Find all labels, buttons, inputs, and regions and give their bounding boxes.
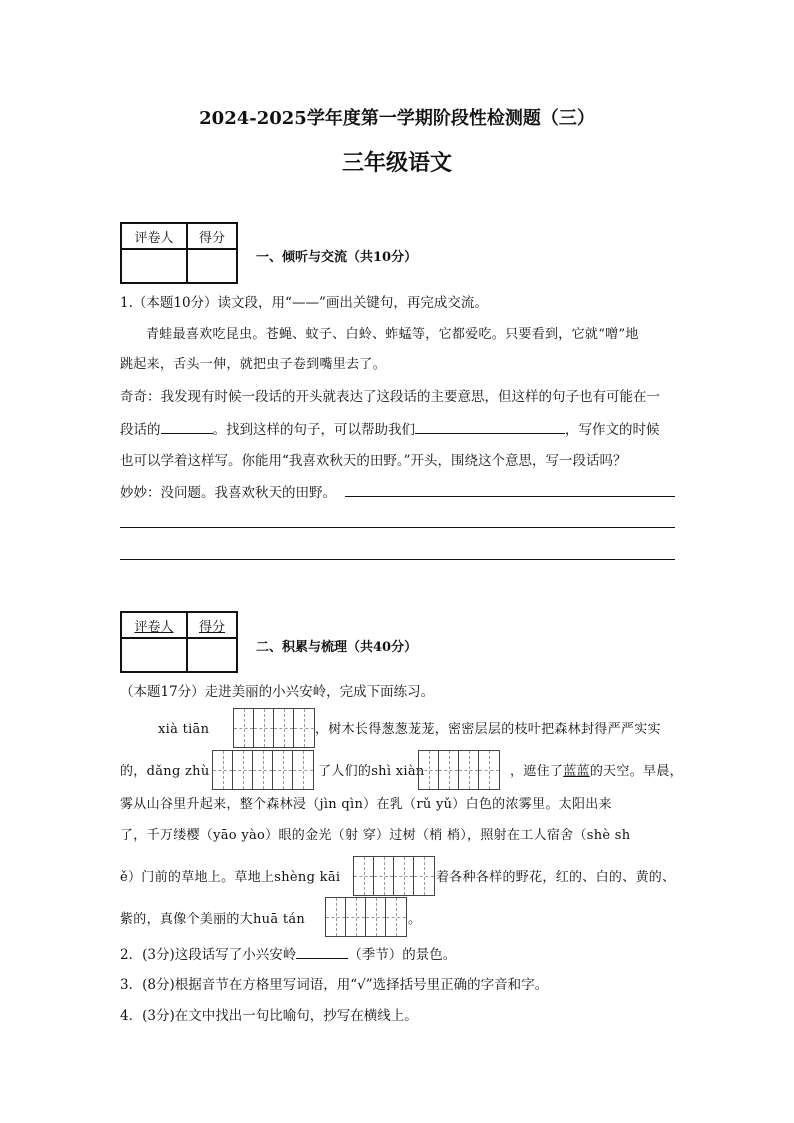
tianzige-shixian[interactable] bbox=[418, 750, 500, 790]
p2-d-text: 蓝蓝 bbox=[563, 764, 590, 779]
score-box-2 bbox=[120, 611, 238, 673]
answer-line-3[interactable] bbox=[120, 559, 675, 560]
score-label: 得分 bbox=[187, 612, 237, 638]
section1-heading: 一、倾听与交流（共10分） bbox=[256, 250, 418, 265]
passage-line-1: 青蛙最喜欢吃昆虫。苍蝇、蚊子、白蛉、蚱蜢等，它都爱吃。只要看到，它就“噌”地 bbox=[146, 327, 639, 342]
tianzige-xiatian[interactable] bbox=[233, 708, 315, 748]
exam-title: 2024-2025学年度第一学期阶段性检测题（三） bbox=[199, 108, 595, 129]
dialog-line-2c: ，写作文的时候 bbox=[565, 422, 660, 438]
section2-heading: 二、积累与梳理（共40分） bbox=[256, 640, 418, 655]
exam-subtitle: 三年级语文 bbox=[341, 150, 452, 176]
p4: 了，千万缕樱（yāo yào）眼的金光（射 穿）过树（梢 梢），照射在工人宿舍（shè sh bbox=[120, 828, 631, 843]
p1-text: ，树木长得葱葱茏茏，密密层层的枝叶把森林封得严严实实 bbox=[315, 722, 661, 737]
p2-a: 的，dǎng zhù bbox=[120, 764, 210, 779]
p2-c-text: ，遮住了 bbox=[510, 764, 564, 779]
p1-pinyin: xià tiān bbox=[158, 722, 210, 737]
score-cell[interactable] bbox=[187, 249, 237, 283]
answer-line-2[interactable] bbox=[120, 527, 675, 528]
p6-a: 紫的，真像个美丽的大huā tán bbox=[120, 912, 306, 927]
tianzige-shengkai[interactable] bbox=[353, 856, 435, 896]
score-cell[interactable] bbox=[187, 638, 237, 672]
p2-c bbox=[510, 762, 683, 782]
p2-b: 了人们的shì xiàn bbox=[318, 764, 425, 779]
grader-label: 评卷人 bbox=[121, 223, 187, 249]
q4: 4．(3分)在文中找出一句比喻句，抄写在横线上。 bbox=[120, 1008, 418, 1024]
blank-position[interactable] bbox=[161, 419, 213, 434]
dialog-line-2b: 。找到这样的句子，可以帮助我们 bbox=[212, 422, 415, 438]
p2-e-text: 的天空。早晨， bbox=[589, 764, 683, 779]
q2 bbox=[120, 944, 456, 965]
tianzige-huatan[interactable] bbox=[325, 897, 407, 937]
dialog-line-1: 奇奇：我发现有时候一段话的开头就表达了这段话的主要意思，但这样的句子也有可能在一 bbox=[120, 389, 660, 405]
blank-purpose[interactable] bbox=[415, 419, 565, 434]
p5-a: ě）门前的草地上。草地上shèng kāi bbox=[120, 870, 341, 885]
dialog-line-2 bbox=[120, 419, 660, 440]
section2-intro: （本题17分）走进美丽的小兴安岭，完成下面练习。 bbox=[120, 684, 435, 700]
blank-season[interactable] bbox=[296, 944, 348, 959]
p3: 雾从山谷里升起来，整个森林浸（jìn qìn）在乳（rǔ yǔ）白色的浓雾里。太阳出来 bbox=[120, 797, 612, 812]
dialog-line-4: 妙妙：没问题。我喜欢秋天的田野。 bbox=[120, 485, 336, 501]
p6-b: 。 bbox=[408, 912, 422, 927]
dialog-line-2a: 段话的 bbox=[120, 422, 161, 438]
passage-line-2: 跳起来，舌头一伸，就把虫子卷到嘴里去了。 bbox=[120, 357, 387, 372]
q1-prompt: 1.（本题10分）读文段，用“——”画出关键句，再完成交流。 bbox=[120, 295, 488, 311]
answer-line-1[interactable] bbox=[345, 496, 675, 497]
dialog-line-3: 也可以学着这样写。你能用“我喜欢秋天的田野。”开头，围绕这个意思，写一段话吗？ bbox=[120, 453, 627, 469]
q3: 3．(8分)根据音节在方格里写词语，用“√”选择括号里正确的字音和字。 bbox=[120, 977, 549, 993]
score-label: 得分 bbox=[187, 223, 237, 249]
q2-tail: （季节）的景色。 bbox=[348, 947, 457, 963]
grader-cell[interactable] bbox=[121, 638, 187, 672]
q2-text: 2．(3分)这段话写了小兴安岭 bbox=[120, 947, 297, 963]
grader-cell[interactable] bbox=[121, 249, 187, 283]
grader-label: 评卷人 bbox=[121, 612, 187, 638]
score-box-1 bbox=[120, 222, 238, 284]
p5-b: 着各种各样的野花，红的、白的、黄的、 bbox=[436, 870, 676, 885]
tianzige-dangzhu[interactable] bbox=[212, 750, 314, 790]
